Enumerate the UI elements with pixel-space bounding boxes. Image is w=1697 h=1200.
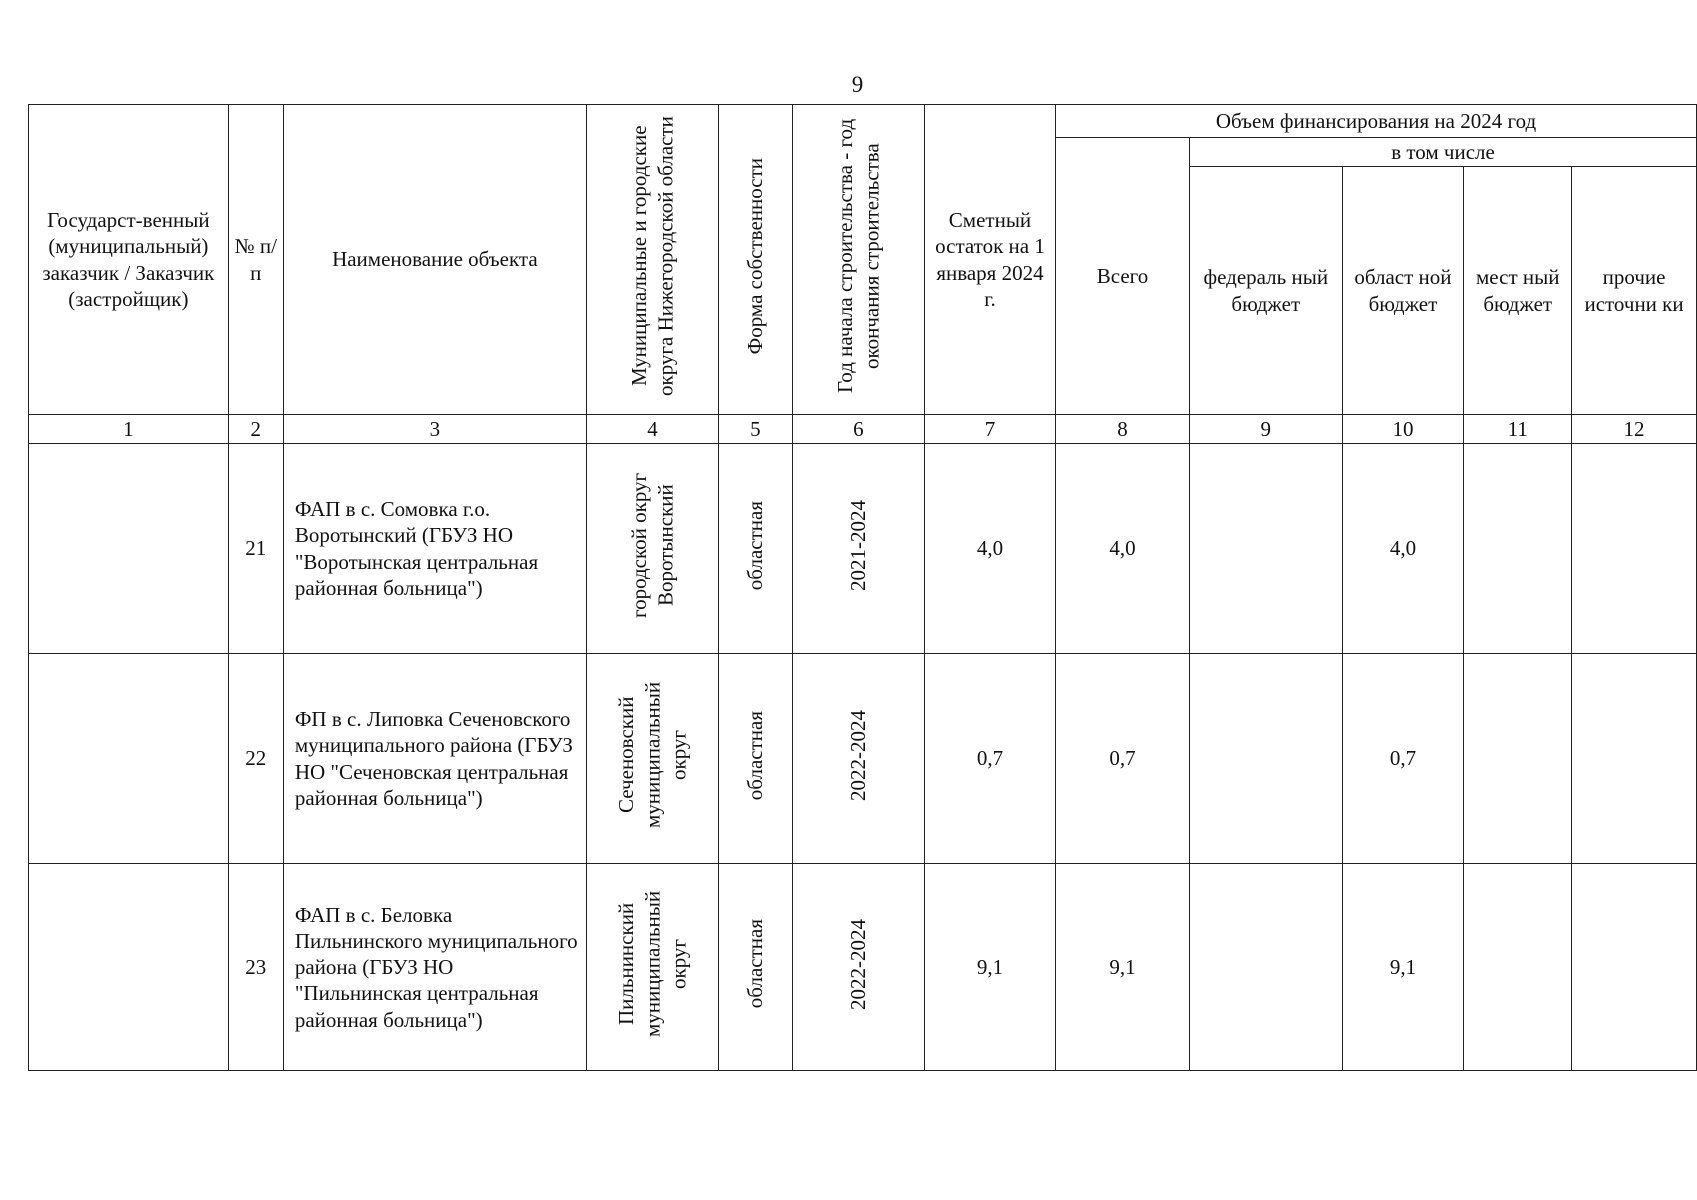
row-years-text: 2022-2024 bbox=[846, 918, 871, 1010]
row-other bbox=[1572, 654, 1697, 864]
header-estimate: Сметный остаток на 1 января 2024 г. bbox=[924, 105, 1055, 415]
column-numbers-row bbox=[29, 415, 1697, 444]
page-number: 9 bbox=[851, 72, 864, 97]
row-years bbox=[792, 654, 924, 864]
row-customer bbox=[29, 654, 229, 864]
header-district bbox=[586, 105, 718, 415]
header-other: прочие источни ки bbox=[1572, 167, 1697, 415]
row-federal bbox=[1190, 654, 1343, 864]
table-row bbox=[29, 444, 1697, 654]
row-ownership-text: областная bbox=[743, 710, 768, 800]
row-local bbox=[1464, 654, 1572, 864]
row-local bbox=[1464, 864, 1572, 1071]
row-ownership bbox=[719, 444, 793, 654]
row-district bbox=[586, 654, 718, 864]
row-num: 23 bbox=[228, 864, 283, 1071]
row-total: 0,7 bbox=[1056, 654, 1190, 864]
row-federal bbox=[1190, 444, 1343, 654]
table-row bbox=[29, 864, 1697, 1071]
row-other bbox=[1572, 864, 1697, 1071]
row-total: 9,1 bbox=[1056, 864, 1190, 1071]
column-number: 5 bbox=[719, 415, 793, 444]
header-num: № п/п bbox=[228, 105, 283, 415]
row-estimate: 9,1 bbox=[924, 864, 1055, 1071]
column-number: 10 bbox=[1342, 415, 1464, 444]
row-num: 21 bbox=[228, 444, 283, 654]
header-customer: Государст-венный (муниципальный) заказчик / Заказчик (застройщик) bbox=[29, 105, 229, 415]
header-including: в том числе bbox=[1190, 138, 1697, 167]
column-number: 9 bbox=[1190, 415, 1343, 444]
header-regional: област ной бюджет bbox=[1342, 167, 1464, 415]
header-district-text: Муниципальные и городские округа Нижегородской области bbox=[627, 116, 678, 397]
column-number: 1 bbox=[29, 415, 229, 444]
row-name: ФАП в с. Беловка Пильнинского муниципального района (ГБУЗ НО "Пильнинская центральная районная больница") bbox=[283, 864, 586, 1071]
row-ownership-text: областная bbox=[743, 919, 768, 1009]
row-regional: 4,0 bbox=[1342, 444, 1464, 654]
row-customer bbox=[29, 864, 229, 1071]
row-regional: 0,7 bbox=[1342, 654, 1464, 864]
row-other bbox=[1572, 444, 1697, 654]
column-number: 2 bbox=[228, 415, 283, 444]
row-years bbox=[792, 864, 924, 1071]
header-ownership-text: Форма собственности bbox=[743, 158, 768, 355]
row-federal bbox=[1190, 864, 1343, 1071]
row-num: 22 bbox=[228, 654, 283, 864]
column-number: 8 bbox=[1056, 415, 1190, 444]
row-ownership-text: областная bbox=[743, 500, 768, 590]
column-number: 6 bbox=[792, 415, 924, 444]
header-federal: федераль ный бюджет bbox=[1190, 167, 1343, 415]
financing-table bbox=[28, 104, 1697, 1071]
header-local: мест ный бюджет bbox=[1464, 167, 1572, 415]
row-name: ФП в с. Липовка Сеченовского муниципального района (ГБУЗ НО "Сеченовская центральная районная больница") bbox=[283, 654, 586, 864]
column-number: 11 bbox=[1464, 415, 1572, 444]
row-district-text: Сеченовский муниципальный округ bbox=[614, 682, 691, 829]
column-number: 7 bbox=[924, 415, 1055, 444]
row-regional: 9,1 bbox=[1342, 864, 1464, 1071]
row-name: ФАП в с. Сомовка г.о. Воротынский (ГБУЗ НО "Воротынская центральная районная больница") bbox=[283, 444, 586, 654]
column-number: 4 bbox=[586, 415, 718, 444]
table-row bbox=[29, 654, 1697, 864]
row-district-text: Пильнинский муниципальный округ bbox=[614, 890, 691, 1038]
row-district-text: городской округ Воротынский bbox=[627, 472, 678, 618]
row-ownership bbox=[719, 654, 793, 864]
header-funding-title: Объем финансирования на 2024 год bbox=[1056, 105, 1697, 138]
header-object-name: Наименование объекта bbox=[283, 105, 586, 415]
row-years-text: 2022-2024 bbox=[846, 709, 871, 801]
row-total: 4,0 bbox=[1056, 444, 1190, 654]
column-number: 12 bbox=[1572, 415, 1697, 444]
header-years bbox=[792, 105, 924, 415]
row-district bbox=[586, 864, 718, 1071]
column-number: 3 bbox=[283, 415, 586, 444]
header-years-text: Год начала строительства - год окончания строительства bbox=[833, 119, 884, 394]
row-ownership bbox=[719, 864, 793, 1071]
header-row-1 bbox=[29, 105, 1697, 138]
row-years bbox=[792, 444, 924, 654]
row-customer bbox=[29, 444, 229, 654]
row-estimate: 4,0 bbox=[924, 444, 1055, 654]
header-total: Всего bbox=[1056, 138, 1190, 415]
row-district bbox=[586, 444, 718, 654]
row-estimate: 0,7 bbox=[924, 654, 1055, 864]
row-years-text: 2021-2024 bbox=[846, 499, 871, 591]
header-ownership bbox=[719, 105, 793, 415]
row-local bbox=[1464, 444, 1572, 654]
